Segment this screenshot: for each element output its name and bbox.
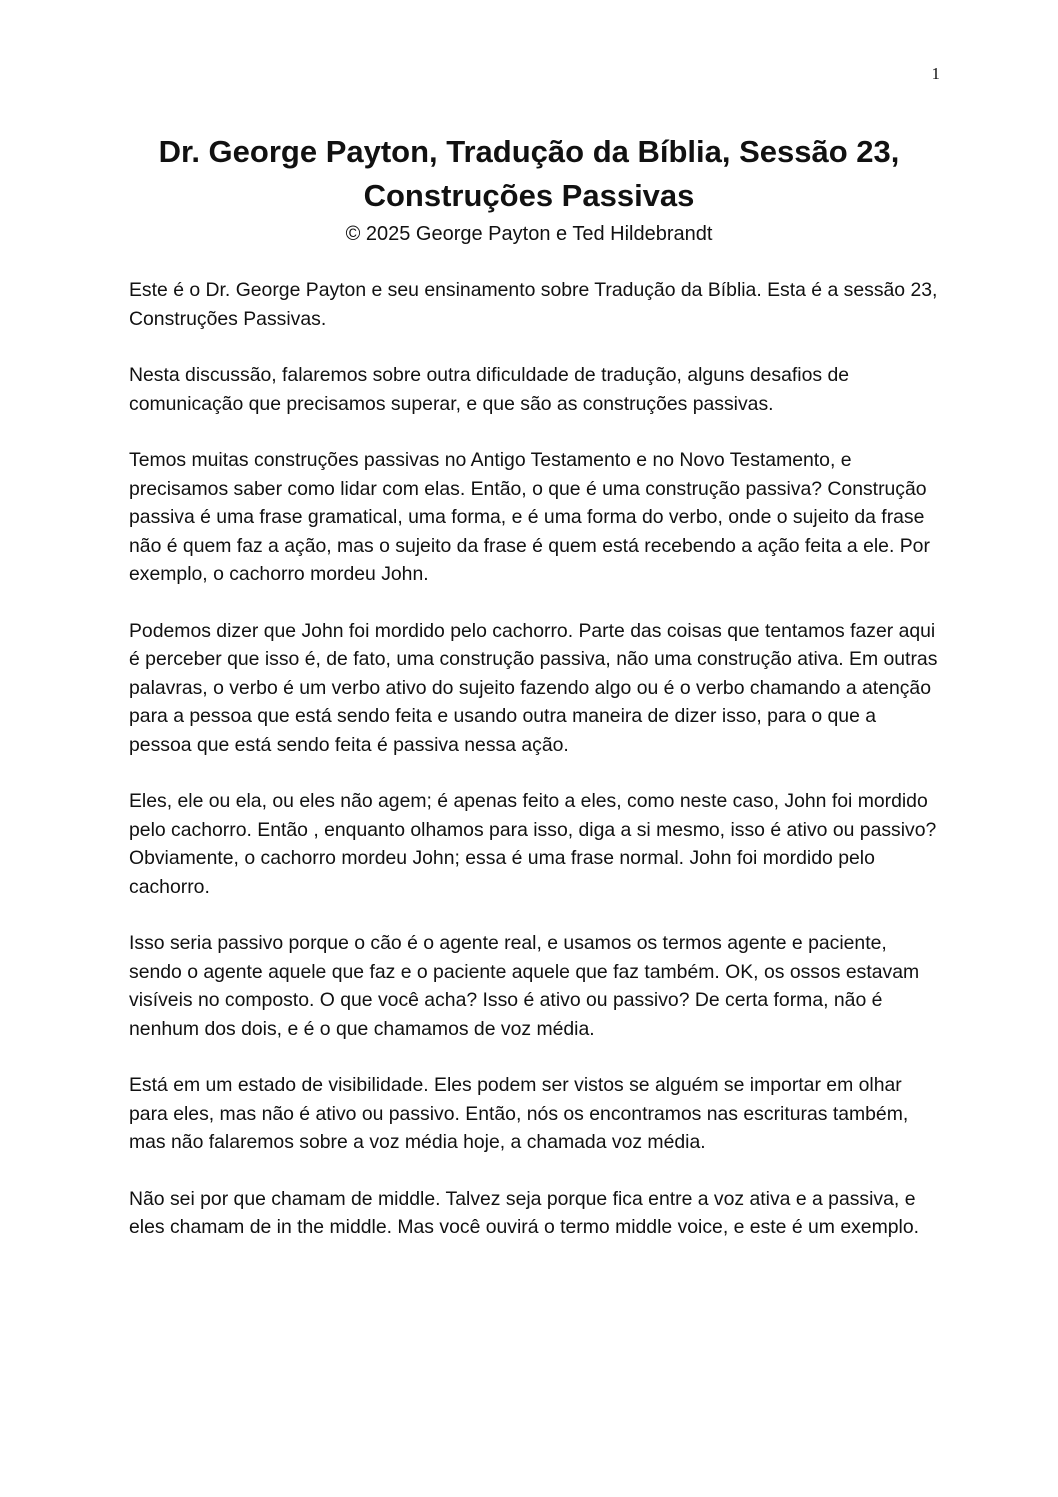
paragraph: Este é o Dr. George Payton e seu ensinamento sobre Tradução da Bíblia. Esta é a sessão 23, Construções Passivas. — [129, 279, 938, 330]
paragraph: Temos muitas construções passivas no Antigo Testamento e no Novo Testamento, e precisamos saber como lidar com elas. Então, o que é uma construção passiva? Construção passiva é uma frase gramatical, uma forma, e é uma forma do verbo, onde o sujeito da frase não é quem faz a ação, mas o sujeito da frase é quem está recebendo a ação feita a ele. Por exemplo, o cachorro mordeu John. — [129, 449, 930, 585]
paragraph: Nesta discussão, falaremos sobre outra dificuldade de tradução, alguns desafios de comunicação que precisamos superar, e que são as construções passivas. — [129, 364, 850, 415]
document-title — [100, 130, 958, 218]
paragraph: Eles, ele ou ela, ou eles não agem; é apenas feito a eles, como neste caso, John foi mordido pelo cachorro. Então , enquanto olhamos para isso, diga a si mesmo, isso é ativo ou passivo? Obviamente, o cachorro mordeu John; essa é uma frase normal. John foi mordido pelo cachorro. — [129, 790, 937, 898]
paragraph: Isso seria passivo porque o cão é o agente real, e usamos os termos agente e paciente, sendo o agente aquele que faz e o paciente aquele que faz também. OK, os ossos estavam visíveis no composto. O que você acha? Isso é ativo ou passivo? De certa forma, não é nenhum dos dois, e é o que chamamos de voz média. — [129, 932, 920, 1040]
title-line-2: Construções Passivas — [363, 178, 695, 213]
paragraph: Não sei por que chamam de middle. Talvez seja porque fica entre a voz ativa e a passiva, e eles chamam de in the middle. Mas você ouvirá o termo middle voice, e este é um exemplo. — [129, 1187, 919, 1238]
page-number: 1 — [931, 64, 940, 83]
paragraph: Podemos dizer que John foi mordido pelo cachorro. Parte das coisas que tentamos fazer aqui é perceber que isso é, de fato, uma construção passiva, não uma construção ativa. Em outras palavras, o verbo é um verbo ativo do sujeito fazendo algo ou é o verbo chamando a atenção para a pessoa que está sendo feita e usando outra maneira de dizer isso, para o que a pessoa que está sendo feita é passiva nessa ação. — [129, 619, 938, 756]
paragraph: Está em um estado de visibilidade. Eles podem ser vistos se alguém se importar em olhar para eles, mas não é ativo ou passivo. Então, nós os encontramos nas escrituras também, mas não falaremos sobre a voz média hoje, a chamada voz média. — [129, 1074, 909, 1153]
copyright-notice: © 2025 George Payton e Ted Hildebrandt — [345, 223, 713, 245]
title-line-1: Dr. George Payton, Tradução da Bíblia, Sessão 23, — [158, 134, 900, 169]
document-body — [129, 276, 941, 1270]
